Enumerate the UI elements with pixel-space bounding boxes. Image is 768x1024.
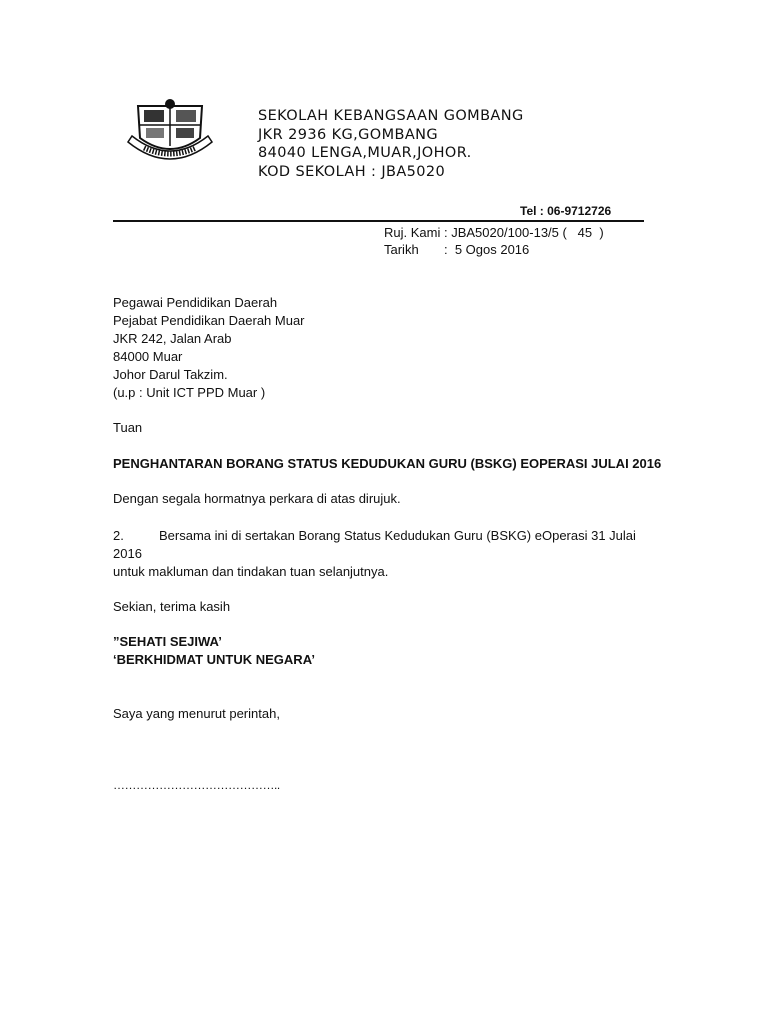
reference-value: : JBA5020/100-13/5 ( 45 )	[443, 225, 604, 240]
letter-subject: PENGHANTARAN BORANG STATUS KEDUDUKAN GURU (BSKG) EOPERASI JULAI 2016	[113, 456, 662, 471]
salutation: Tuan	[113, 420, 143, 435]
recipient-attention: (u.p : Unit ICT PPD Muar )	[113, 385, 266, 400]
signature-line: ……………………………………..	[113, 778, 280, 792]
recipient-line: Pegawai Pendidikan Daerah	[113, 295, 278, 310]
paragraph-2-text: Bersama ini di sertakan Borang Status Kedudukan Guru (BSKG) eOperasi 31 Julai 2016	[113, 528, 636, 561]
date-row	[384, 241, 604, 258]
recipient-line: Johor Darul Takzim.	[113, 367, 228, 382]
date-label: Tarikh	[384, 242, 419, 257]
recipient-line: 84000 Muar	[113, 349, 183, 364]
motto-line2: ‘BERKHIDMAT UNTUK NEGARA’	[113, 652, 315, 667]
paragraph-2-line2: untuk makluman dan tindakan tuan selanjutnya.	[113, 564, 389, 579]
signoff-text: Saya yang menurut perintah,	[113, 706, 280, 721]
date-value: : 5 Ogos 2016	[443, 242, 530, 257]
paragraph-2-line1	[113, 527, 653, 563]
school-address-line1: JKR 2936 KG,GOMBANG	[258, 126, 439, 143]
school-telephone: Tel : 06-9712726	[520, 204, 612, 218]
school-address-line2: 84040 LENGA,MUAR,JOHOR.	[258, 145, 472, 161]
paragraph-number: 2.	[113, 528, 124, 543]
school-code: KOD SEKOLAH : JBA5020	[258, 163, 446, 180]
motto-line1: ”SEHATI SEJIWA’	[113, 634, 222, 649]
reference-row	[384, 224, 604, 241]
header-divider	[113, 220, 644, 222]
recipient-address	[113, 294, 305, 402]
closing-text: Sekian, terima kasih	[113, 599, 231, 614]
school-crest-logo	[124, 98, 216, 172]
reference-block	[384, 224, 604, 258]
recipient-line: Pejabat Pendidikan Daerah Muar	[113, 313, 305, 328]
recipient-line: JKR 242, Jalan Arab	[113, 331, 232, 346]
opening-paragraph: Dengan segala hormatnya perkara di atas dirujuk.	[113, 491, 401, 506]
school-header	[258, 107, 524, 181]
reference-label: Ruj. Kami	[384, 225, 441, 240]
paragraph-2	[113, 527, 653, 581]
school-name: SEKOLAH KEBANGSAAN GOMBANG	[258, 108, 524, 124]
